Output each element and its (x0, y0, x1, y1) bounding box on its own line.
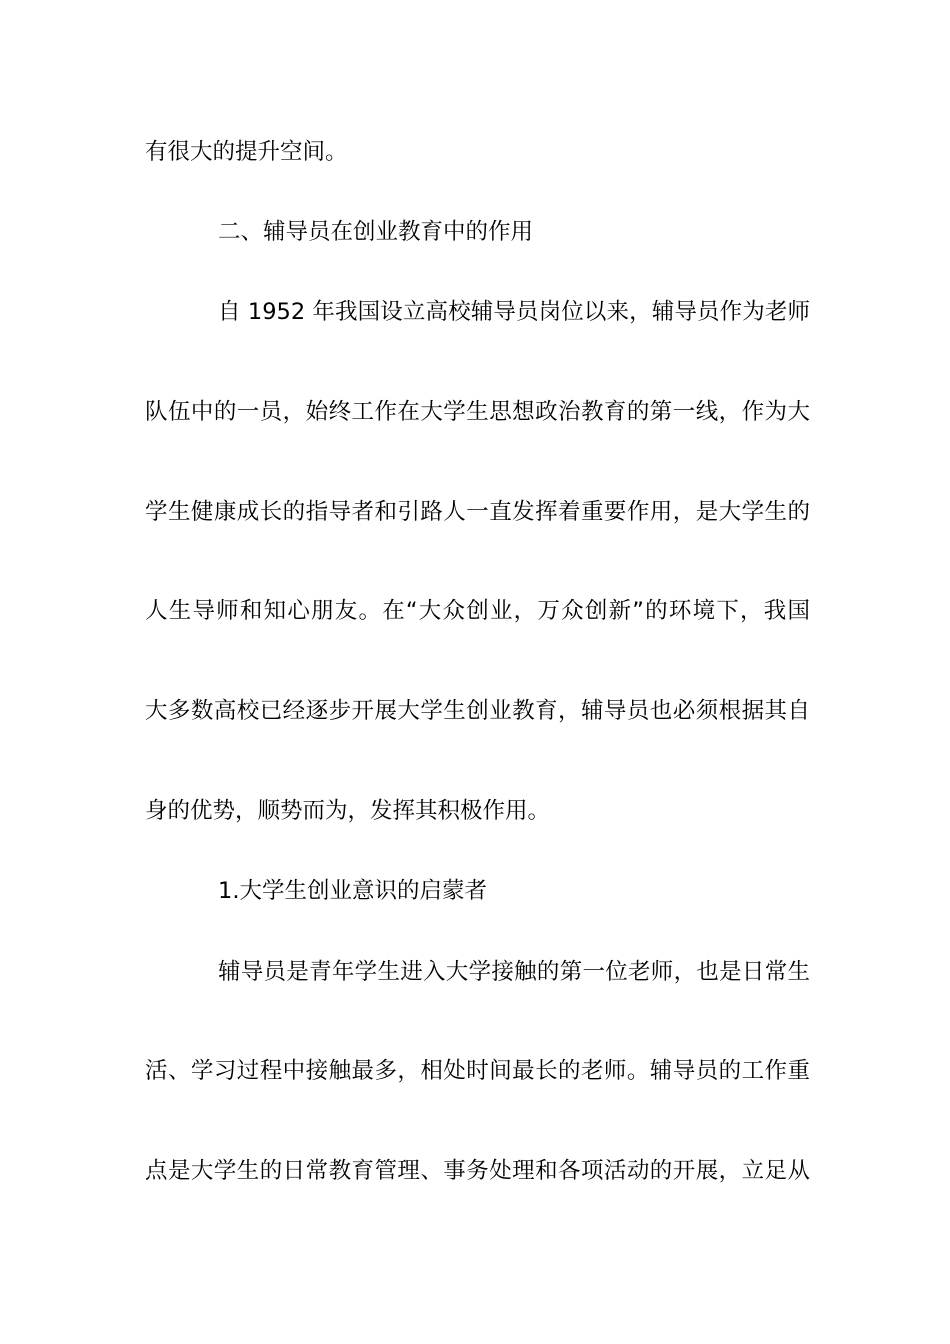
paragraph-line: 学生健康成长的指导者和引路人一直发挥着重要作用，是大学生的 (145, 499, 810, 525)
paragraph-line: 活、学习过程中接触最多，相处时间最长的老师。辅导员的工作重 (145, 1058, 810, 1084)
paragraph-line: 自 1952 年我国设立高校辅导员岗位以来，辅导员作为老师 (218, 299, 810, 325)
paragraph-line: 大多数高校已经逐步开展大学生创业教育，辅导员也必须根据其自 (145, 698, 810, 724)
paragraph-line: 点是大学生的日常教育管理、事务处理和各项活动的开展，立足从 (145, 1158, 810, 1184)
paragraph-line: 人生导师和知心朋友。在“大众创业，万众创新”的环境下，我国 (145, 598, 810, 624)
section-heading: 二、辅导员在创业教育中的作用 (218, 219, 534, 245)
paragraph-line: 队伍中的一员，始终工作在大学生思想政治教育的第一线，作为大 (145, 399, 810, 425)
paragraph-line: 辅导员是青年学生进入大学接触的第一位老师，也是日常生 (218, 959, 810, 985)
paragraph-line: 有很大的提升空间。 (145, 139, 348, 165)
subsection-heading: 1.大学生创业意识的启蒙者 (218, 878, 487, 904)
paragraph-line: 身的优势，顺势而为，发挥其积极作用。 (145, 798, 551, 824)
